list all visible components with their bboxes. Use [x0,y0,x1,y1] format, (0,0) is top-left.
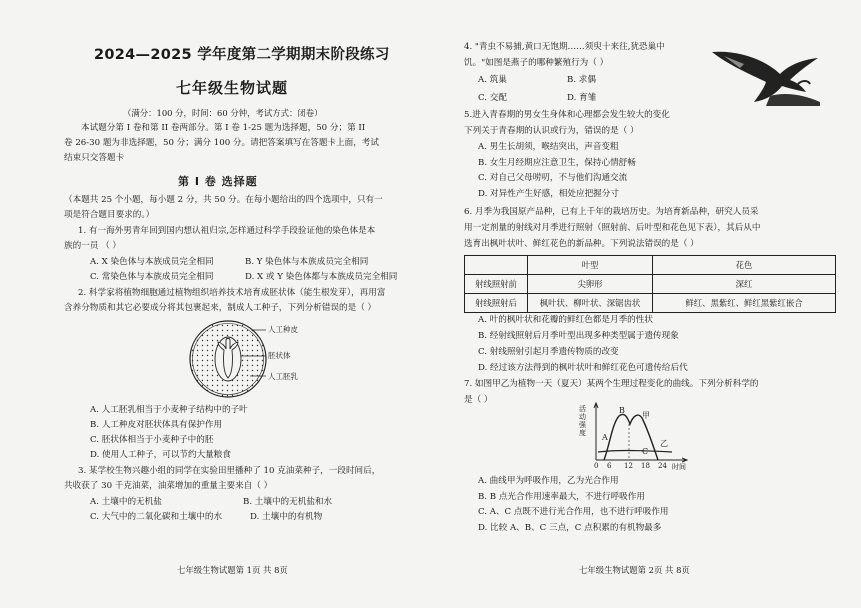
table-cell: 枫叶状、柳叶状、深锯齿状 [528,294,653,313]
q4-option-c: C. 交配 [478,93,507,103]
y-axis-label: 活动强度 [579,405,586,437]
q6-stem-2: 用一定剂量的射线对月季进行照射（照射前、后叶型和花色见下表），其后从中 [464,223,761,233]
q6-stem-1: 6. 月季为我国原产品种，已有上千年的栽培历史。为培育新品种，研究人员采 [464,207,759,217]
page-footer-2: 七年级生物试题第 2页 共 8页 [579,565,690,575]
q4-option-d: D. 育雏 [567,93,597,103]
point-a-label: A [602,433,608,442]
x-axis-label: 时间 [672,463,686,471]
table-header-row [465,256,836,275]
table-header-cell: 花色 [653,256,836,275]
q7-stem-2: 是（ ） [464,395,493,405]
q7-option-a: A. 曲线甲为呼吸作用，乙为光合作用 [478,476,619,486]
q3-option-d: D. 土壤中的有机物 [250,512,323,522]
q6-option-c: C. 射线照射引起月季遗传物质的改变 [478,347,619,357]
q5-option-b: B. 女生月经期应注意卫生，保持心情舒畅 [478,158,636,168]
q1-option-a: A. X 染色体与本族成员完全相同 [90,257,214,267]
x-tick-6: 6 [607,462,612,470]
q3-option-a: A. 土壤中的无机盐 [90,497,162,507]
q1-stem-2: 族的一员 （ ） [64,241,122,251]
swallow-nest-picture [710,44,822,106]
curve-yi [598,451,672,453]
label-endosperm: 人工胚乳 [268,372,298,381]
q4-option-b: B. 求偶 [567,75,596,85]
q6-option-b: B. 经射线照射后月季叶型出现多种类型属于遗传现象 [478,331,679,341]
exam-page-2 [438,0,861,608]
point-c-label: C [642,447,649,456]
q1-stem-1: 1. 有一海外男青年回到国内想认祖归宗,怎样通过科学手段验证他的染色体是本 [78,226,376,236]
q5-option-a: A. 男生长胡须，喉结突出，声音变粗 [478,142,619,152]
q5-stem-1: 5.进入青春期的男女生身体和心理都会发生较大的变化 [464,110,670,120]
instructions-line-2: 卷 26-30 题为非选择题，50 分；满分 100 分。请把答案填写在答题卡上面，考试 [64,138,379,148]
x-tick-0: 0 [594,462,599,470]
table-cell: 射线照射后 [465,294,528,313]
label-embryoid: 胚状体 [268,351,291,360]
section-intro-line-1: （本题共 25 个小题，每小题 2 分，共 50 分。在每小题给出的四个选项中，只有一 [64,195,383,205]
curve-yi-label: 乙 [660,439,668,448]
q6-option-a: A. 叶的枫叶状和花瓣的鲜红色都是月季的性状 [478,315,653,325]
q6-table [464,255,836,313]
q4-stem-1: 4. "青虫不易捕,黄口无饱期……须臾十来往,犹恐巢中 [464,42,665,52]
x-tick-24: 24 [658,462,667,470]
artificial-seed-diagram [180,318,320,400]
instructions-line-3: 结束只交答题卡 [64,153,125,163]
q6-stem-3: 选育出枫叶状叶、鲜红花色的新品种。下列说法错误的是（ ） [464,239,699,249]
section-heading: 第 I 卷 选择题 [178,175,258,188]
table-cell: 尖卵形 [528,275,653,294]
table-cell: 鲜红、黑紫红、鲜红黑紫红嵌合 [653,294,836,313]
table-row [465,294,836,313]
table-cell: 射线照射前 [465,275,528,294]
q2-option-b: B. 人工种皮对胚状体具有保护作用 [90,420,223,430]
q3-option-b: B. 土壤中的无机盐和水 [243,497,333,507]
table-row [465,275,836,294]
section-intro-line-2: 项是符合题目要求的。） [64,210,155,220]
q1-option-d: D. X 或 Y 染色体都与本族成员完全相同 [245,272,398,282]
exam-subject: 七年级生物试题 [176,79,289,97]
page-footer-1: 七年级生物试题第 1页 共 8页 [177,565,288,575]
exam-meta: （满分：100 分，时间：60 分钟，考试方式：闭卷） [123,108,323,118]
q7-option-c: C. A、C 点既不进行光合作用，也不进行呼吸作用 [478,507,669,517]
table-header-cell: 叶型 [528,256,653,275]
q5-stem-2: 下列关于青春期的认识或行为，错误的是（ ） [464,126,639,136]
q7-stem-1: 7. 如图甲乙为植物一天（夏天）某两个生理过程变化的曲线。下列分析科学的 [464,379,759,389]
label-seed-coat: 人工种皮 [268,325,298,334]
table-header-cell [465,256,528,275]
q1-option-b: B. Y 染色体与本族成员完全相同 [245,257,369,267]
q2-option-d: D. 使用人工种子，可以节约大量粮食 [90,450,231,460]
q3-stem-1: 3. 某学校生物兴趣小组的同学在实验田里播种了 10 克油菜种子，一段时间后， [78,466,381,476]
q4-option-a: A. 筑巢 [478,75,507,85]
q5-option-d: D. 对异性产生好感，相处应把握分寸 [478,189,619,199]
q7-curve-chart [574,400,704,470]
table-cell: 深红 [653,275,836,294]
q2-option-a: A. 人工胚乳相当于小麦种子结构中的子叶 [90,405,248,415]
q5-option-c: C. 对自己父母唠叨，不与他们沟通交流 [478,173,628,183]
point-b-label: B [619,406,625,415]
q1-option-c: C. 常染色体与本族成员完全相同 [90,272,214,282]
x-tick-18: 18 [641,462,650,470]
x-tick-12: 12 [624,462,633,470]
curve-jia-label: 甲 [642,411,650,420]
q7-option-d: D. 比较 A、B、C 三点，C 点积累的有机物最多 [478,523,662,533]
q3-stem-2: 共收获了 30 千克油菜，油菜增加的重量主要来自（ ） [64,481,273,491]
q6-option-d: D. 经过该方法得到的枫叶状叶和鲜红花色可遗传给后代 [478,363,688,373]
q2-option-c: C. 胚状体相当于小麦种子中的胚 [90,435,214,445]
q2-stem-2: 含养分物质和其它必要成分将其包裹起来，制成人工种子，下列分析错误的是（ ） [64,303,377,313]
q4-stem-2: 饥。"如图是燕子的哪种繁殖行为（ ） [464,58,609,68]
exam-title: 2024—2025 学年度第二学期期末阶段练习 [94,47,390,63]
q2-stem-1: 2. 科学家将植物细胞通过植物组织培养技术培育成胚状体（能生根发芽），再用富 [78,288,386,298]
q7-option-b: B. B 点光合作用速率最大，不进行呼吸作用 [478,492,645,502]
q3-option-c: C. 大气中的二氧化碳和土壤中的水 [90,512,223,522]
curve-jia [604,414,658,460]
instructions-line-1: 本试题分第 I 卷和第 II 卷两部分。第 I 卷 1-25 题为选择题，50 分；第 II [81,123,366,133]
